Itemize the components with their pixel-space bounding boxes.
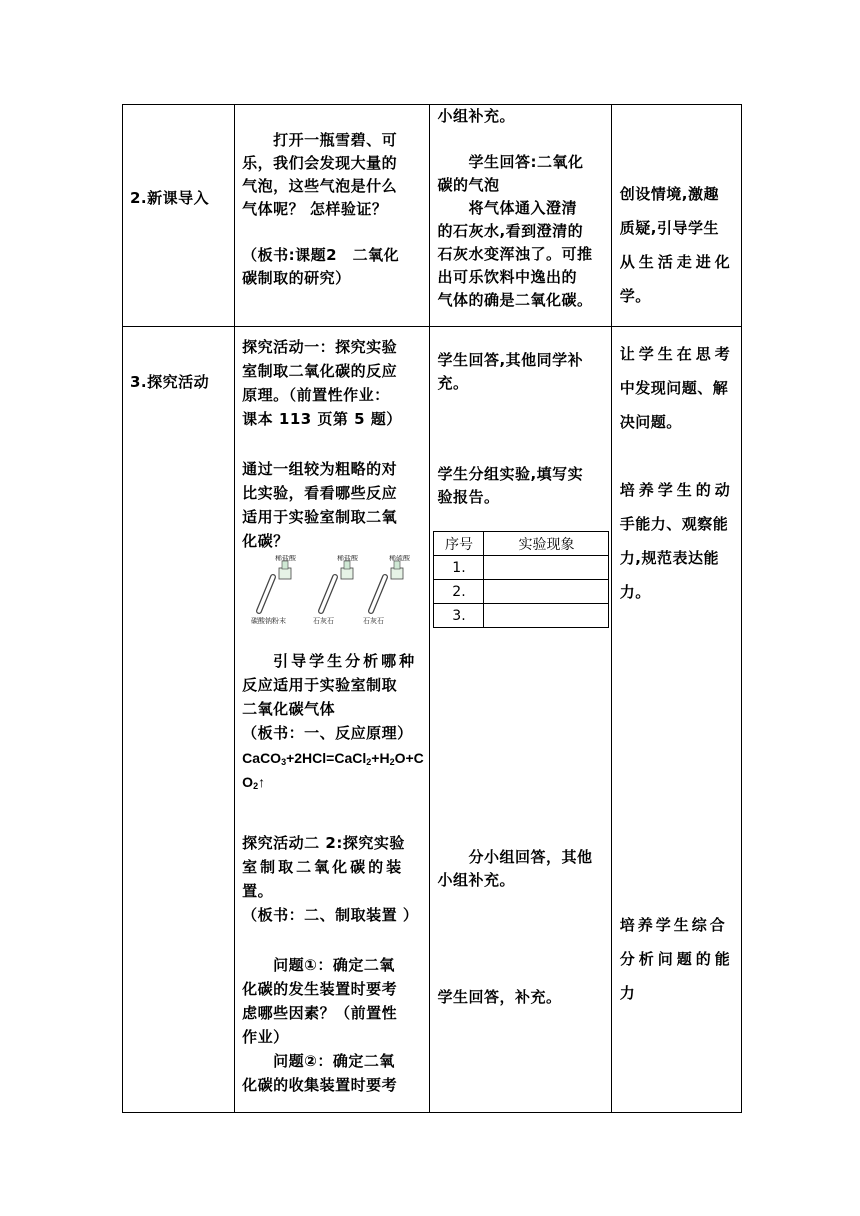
- text-line: 让学生在思考: [619, 345, 734, 363]
- text-line: 学。: [619, 287, 651, 305]
- text-line: 问题①：确定二氧: [273, 956, 395, 974]
- row-number: 1.: [434, 556, 484, 580]
- text-line: 小组补充。: [437, 107, 515, 125]
- text-line: 石灰水变浑浊了。可推: [437, 245, 593, 263]
- text-line: 作业）: [242, 1028, 289, 1046]
- formula-part: O: [242, 774, 254, 790]
- text-line: 室制取二氧化碳的装: [242, 858, 405, 876]
- observation-cell[interactable]: [484, 556, 609, 580]
- text-line: 置。: [242, 882, 274, 900]
- text-line: 气泡，这些气泡是什么: [242, 177, 398, 195]
- observation-cell[interactable]: [484, 580, 609, 604]
- formula-subscript: 2: [253, 781, 259, 791]
- stage-label: 2.新课导入: [130, 189, 210, 207]
- text-line: 反应适用于实验室制取: [242, 676, 398, 694]
- text-line: 学生回答，补充。: [437, 988, 562, 1006]
- text-line: （板书：一、反应原理）: [242, 724, 413, 742]
- text-line: 气体呢？ 怎样验证？: [242, 200, 388, 218]
- text-line: 从生活走进化: [619, 253, 734, 271]
- text-line: 手能力、观察能: [619, 515, 729, 533]
- text-line: 化碳的发生装置时要考: [242, 980, 398, 998]
- formula-subscript: 3: [281, 757, 287, 767]
- lesson-plan-table: [122, 104, 742, 1113]
- text-line: 质疑,引导学生: [619, 219, 719, 237]
- text-line: 碳制取的研究）: [242, 269, 351, 287]
- table-header: 实验现象: [484, 532, 609, 556]
- text-line: 原理。（前置性作业：: [242, 386, 390, 404]
- table-header: 序号: [434, 532, 484, 556]
- stage-label: 3.探究活动: [130, 373, 210, 391]
- text-line: 力: [619, 984, 636, 1002]
- stage-cell: [123, 105, 235, 327]
- test-tube-icon: [259, 561, 291, 611]
- text-line: 决问题。: [619, 413, 682, 431]
- text-line: 虑哪些因素？（前置性: [242, 1004, 398, 1022]
- text-line: 小组补充。: [437, 871, 515, 889]
- text-line: 学生回答,其他同学补: [437, 351, 584, 369]
- table-row: [434, 556, 609, 580]
- formula-part: O+C: [394, 750, 424, 766]
- text-line: 引导学生分析哪种: [273, 652, 418, 670]
- text-line: 探究活动二 2:探究实验: [242, 834, 405, 852]
- text-line: 的石灰水,看到澄清的: [437, 222, 584, 240]
- text-line: 中发现问题、解: [619, 379, 729, 397]
- up-arrow-icon: ↑: [258, 774, 266, 790]
- row-number: 2.: [434, 580, 484, 604]
- text-line: 乐，我们会发现大量的: [242, 154, 398, 172]
- teacher-cell: [235, 327, 430, 1113]
- test-tube-icon: [321, 561, 353, 611]
- text-line: （板书：二、制取装置 ）: [242, 906, 419, 924]
- text-line: 问题②：确定二氧: [273, 1052, 395, 1070]
- text-line: 碳的气泡: [437, 176, 500, 194]
- formula-subscript: 2: [389, 757, 395, 767]
- text-line: （板书:课题2 二氧化: [242, 246, 400, 264]
- text-line: 室制取二氧化碳的反应: [242, 362, 398, 380]
- text-line: 培养学生的动: [619, 481, 734, 499]
- student-cell: [430, 327, 611, 1113]
- observation-cell[interactable]: [484, 604, 609, 628]
- text-line: 分小组回答，其他: [468, 848, 593, 866]
- stage-cell: [123, 327, 235, 1113]
- apparatus-label: 碳酸钠粉末: [251, 617, 287, 625]
- formula-part: CaCO: [242, 750, 282, 766]
- intent-cell: [611, 327, 741, 1113]
- text-line: 充。: [437, 374, 469, 392]
- text-line: 化碳的收集装置时要考: [242, 1076, 398, 1094]
- apparatus-label: 石灰石: [313, 617, 335, 625]
- student-cell: [430, 105, 611, 327]
- formula-part: +2HCl=CaCl: [286, 750, 367, 766]
- text-line: 创设情境,激趣: [619, 185, 719, 203]
- text-line: 适用于实验室制取二氧: [242, 508, 398, 526]
- text-line: 将气体通入澄清: [468, 199, 577, 217]
- text-line: 力。: [619, 583, 651, 601]
- text-line: 出可乐饮料中逸出的: [437, 268, 577, 286]
- text-line: 力,规范表达能: [619, 549, 719, 567]
- row-number: 3.: [434, 604, 484, 628]
- text-line: 通过一组较为粗略的对: [242, 460, 398, 478]
- experiment-report-table: [433, 531, 609, 628]
- text-line: 学生回答:二氧化: [468, 153, 584, 171]
- text-line: 学生分组实验,填写实: [437, 465, 584, 483]
- apparatus-label: 稀盐酸: [337, 555, 359, 562]
- text-line: 验报告。: [437, 488, 500, 506]
- reaction-equation-line: [242, 771, 265, 798]
- table-row: [434, 604, 609, 628]
- text-line: 探究活动一：探究实验: [242, 338, 398, 356]
- apparatus-label: 石灰石: [363, 617, 385, 625]
- text-line: 课本 113 页第 5 题）: [242, 410, 402, 428]
- apparatus-label: 稀盐酸: [275, 555, 297, 562]
- text-line: 化碳？: [242, 532, 289, 550]
- text-line: 分析问题的能: [619, 950, 734, 968]
- text-line: 打开一瓶雪碧、可: [273, 131, 398, 149]
- formula-subscript: 2: [366, 757, 372, 767]
- intent-cell: [611, 105, 741, 327]
- formula-part: +H: [371, 750, 390, 766]
- apparatus-label: 稀硫酸: [389, 555, 411, 562]
- text-line: 二氧化碳气体: [242, 700, 336, 718]
- text-line: 气体的确是二氧化碳。: [437, 291, 593, 309]
- text-line: 比实验，看看哪些反应: [242, 484, 398, 502]
- test-tube-icon: [371, 561, 403, 611]
- reaction-equation-line: [242, 747, 424, 774]
- test-tube-apparatus-illustration: [247, 555, 423, 627]
- text-line: 培养学生综合: [619, 916, 728, 934]
- teacher-cell: [235, 105, 430, 327]
- table-row: [434, 580, 609, 604]
